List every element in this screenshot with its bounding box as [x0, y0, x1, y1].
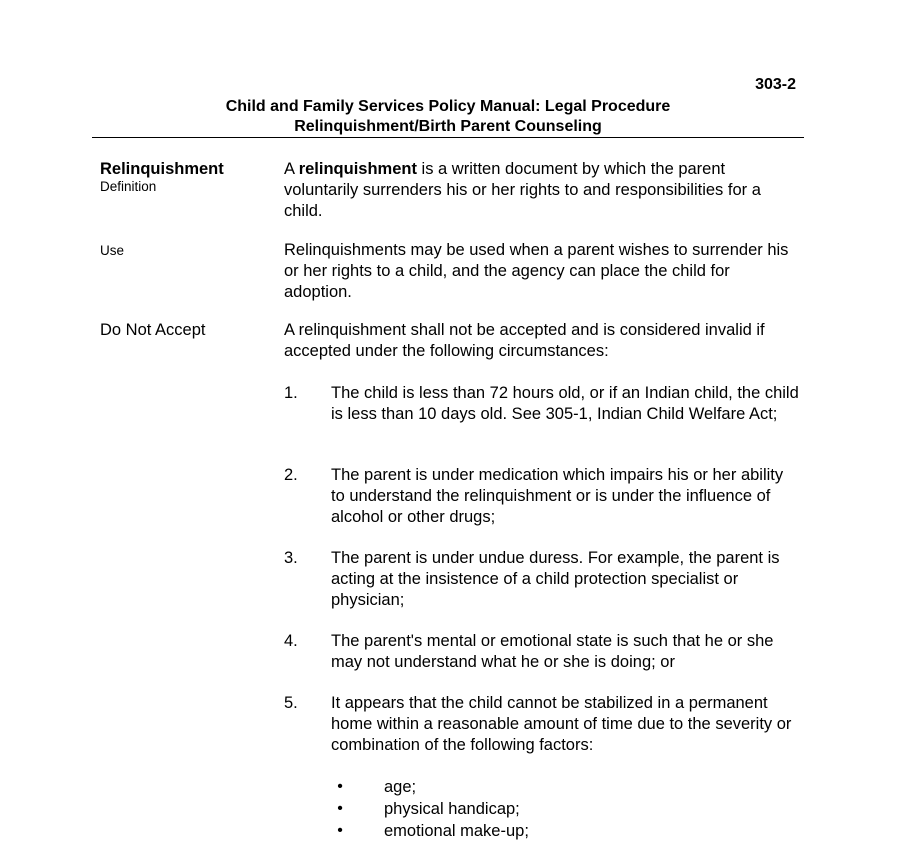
- list-text: The parent's mental or emotional state is such that he or she may not understand what he or she is doing; or: [331, 632, 774, 671]
- list-item: [284, 465, 804, 529]
- use-label: Use: [100, 243, 125, 258]
- list-text: The parent is under medication which impairs his or her ability to understand the relinquishment or is under the influence of alcohol or other drugs;: [331, 466, 784, 526]
- list-number: 4.: [284, 632, 298, 650]
- side-label-use: [100, 240, 270, 259]
- bullet-icon: •: [337, 800, 343, 817]
- do-not-accept-label: Do Not Accept: [100, 321, 206, 339]
- bullet-text: emotional make-up;: [384, 822, 529, 840]
- bullet-item: [330, 798, 730, 820]
- list-item: [284, 693, 804, 757]
- factor-bullet-list: [330, 776, 730, 842]
- header-divider: [92, 137, 804, 138]
- definition-keyword: relinquishment: [298, 160, 417, 178]
- bullet-icon: •: [337, 822, 343, 839]
- bullet-icon: •: [337, 778, 343, 795]
- section-do-not-accept: [100, 320, 800, 364]
- document-header: [92, 97, 804, 137]
- definition-prefix: A: [284, 160, 299, 178]
- header-subtitle: Relinquishment/Birth Parent Counseling: [294, 118, 602, 135]
- page-number: 303-2: [755, 76, 796, 93]
- list-number: 5.: [284, 694, 298, 712]
- bullet-text: age;: [384, 778, 417, 796]
- bullet-item: [330, 820, 730, 842]
- side-label-do-not-accept: [100, 320, 270, 340]
- header-title: Child and Family Services Policy Manual: Legal Procedure: [225, 98, 671, 115]
- list-number: 2.: [284, 466, 298, 484]
- list-number: 1.: [284, 384, 298, 402]
- definition-text: [284, 159, 800, 222]
- list-item: [284, 383, 804, 447]
- list-text: The parent is under undue duress. For example, the parent is acting at the insistence of a child protection specialist or physician;: [331, 549, 780, 609]
- bullet-item: [330, 776, 730, 798]
- use-text: Relinquishments may be used when a parent wishes to surrender his or her rights to a child, and the agency can place the child for adoption.: [284, 241, 789, 301]
- list-item: [284, 631, 804, 675]
- definition-rest: is a written document by which the parent voluntarily surrenders his or her rights to and responsibilities for a child.: [284, 160, 761, 220]
- section-definition: [100, 159, 800, 223]
- side-title: Relinquishment: [100, 160, 224, 178]
- list-text: It appears that the child cannot be stabilized in a permanent home within a reasonable amount of time due to the severity or combination of the following factors:: [331, 694, 792, 754]
- list-text: The child is less than 72 hours old, or if an Indian child, the child is less than 10 days old. See 305-1, Indian Child Welfare Act;: [331, 384, 799, 423]
- side-label-definition: [100, 159, 270, 195]
- list-number: 3.: [284, 549, 298, 567]
- section-use: [100, 240, 800, 304]
- side-subtitle: Definition: [100, 179, 157, 194]
- bullet-text: physical handicap;: [384, 800, 520, 818]
- list-item: [284, 548, 804, 612]
- do-not-accept-text: A relinquishment shall not be accepted and is considered invalid if accepted under the following circumstances:: [284, 321, 765, 360]
